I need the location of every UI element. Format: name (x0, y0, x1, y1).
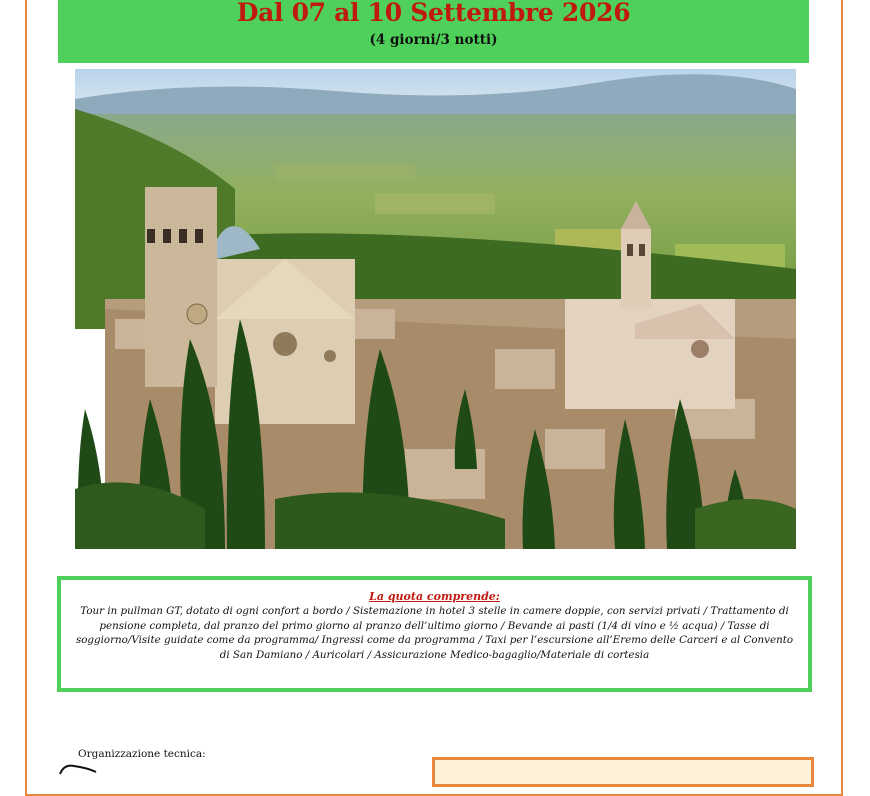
quota-comprende-box (57, 576, 812, 692)
organizer-logo-icon (58, 762, 98, 776)
trip-dates: Dal 07 al 10 Settembre 2026 (236, 0, 631, 27)
quota-text: Tour in pullman GT, dotato di ogni confort a bordo / Sistemazione in hotel 3 stelle in camere doppie, con servizi privati / Trattamento di pensione completa, dal pranzo del primo giorno al pranzo dell’ultimo giorno / Bevande ai pasti (1/4 di vino e ½ acqua) / Tasse di soggiorno/Visite guidate come da programma/ Ingressi come da programma / Taxi per l’escursione all’Eremo delle Carceri e al Convento di San Damiano / Auricolari / Assicurazione Medico-bagaglio/Materiale di cortesia (75, 605, 794, 661)
quota-title: La quota comprende: (369, 590, 500, 603)
assisi-photo (75, 69, 796, 549)
contact-box (432, 757, 814, 787)
assisi-landscape-icon (75, 69, 796, 549)
trip-duration: (4 giorni/3 notti) (369, 32, 498, 48)
header-band (58, 0, 809, 63)
organizzazione-label: Organizzazione tecnica: (78, 748, 206, 760)
